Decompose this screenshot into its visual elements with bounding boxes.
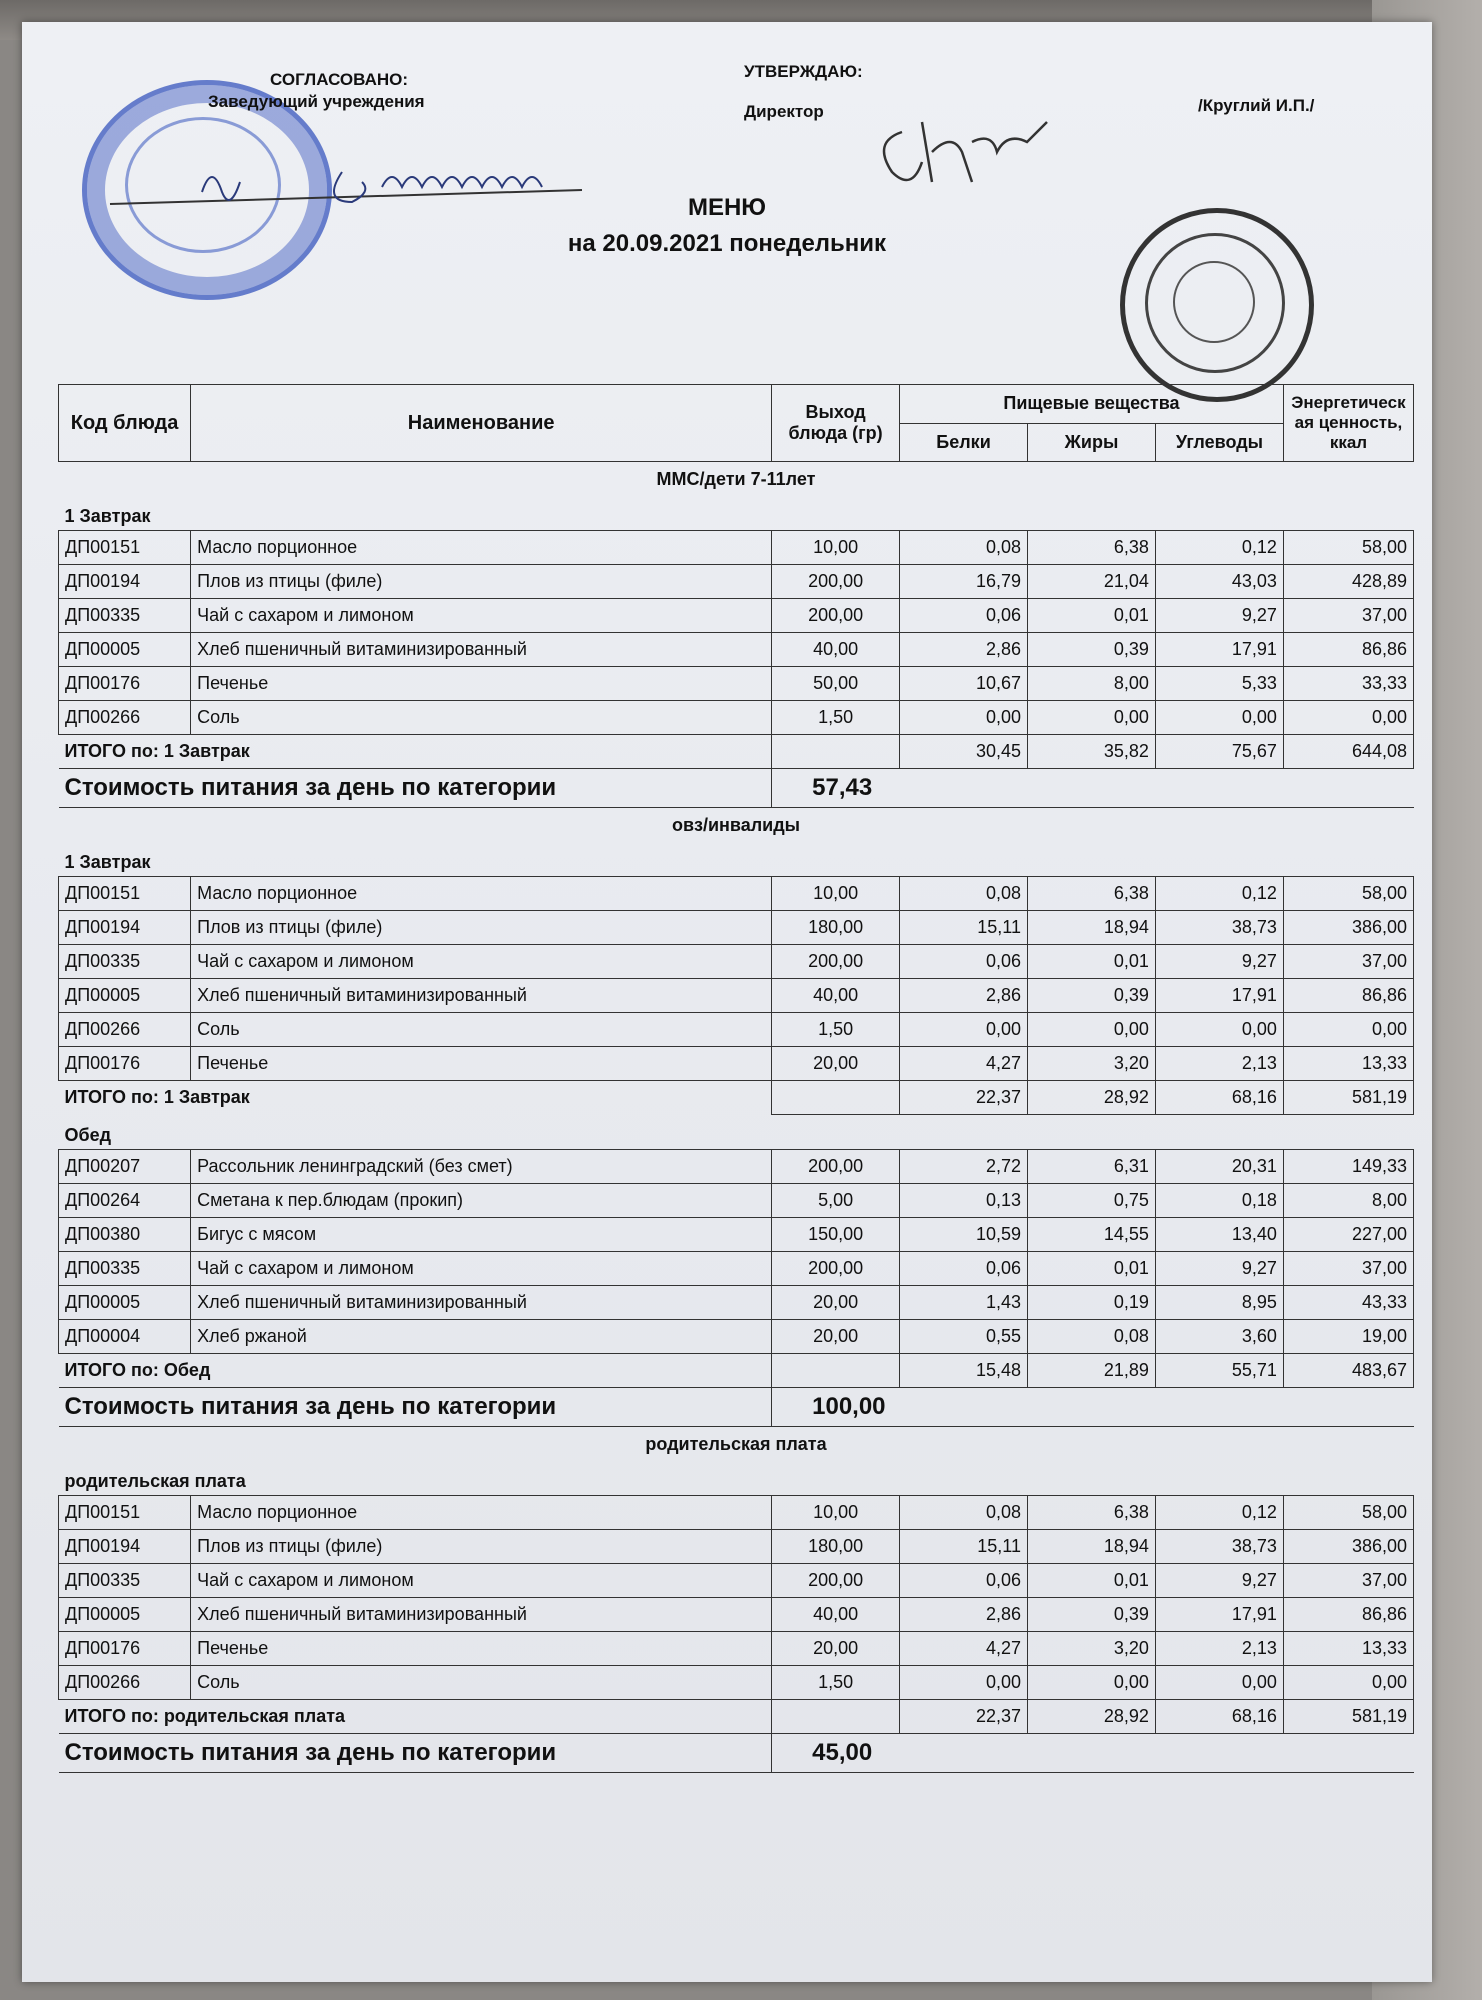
total-protein: 30,45 bbox=[900, 735, 1028, 769]
cost-row bbox=[59, 769, 1414, 808]
dish-yield: 180,00 bbox=[772, 1530, 900, 1564]
total-label: ИТОГО по: 1 Завтрак bbox=[59, 1081, 772, 1115]
table-row bbox=[59, 1598, 1414, 1632]
approve-label: УТВЕРЖДАЮ: bbox=[744, 62, 863, 81]
table-row bbox=[59, 1666, 1414, 1700]
dish-fat: 0,01 bbox=[1028, 945, 1156, 979]
dish-carbs: 17,91 bbox=[1155, 979, 1283, 1013]
menu-title: МЕНЮ bbox=[687, 194, 767, 221]
dish-fat: 6,38 bbox=[1028, 1496, 1156, 1530]
dish-code: ДП00151 bbox=[59, 1496, 191, 1530]
dish-fat: 6,38 bbox=[1028, 531, 1156, 565]
dish-protein: 0,13 bbox=[900, 1184, 1028, 1218]
total-protein: 15,48 bbox=[900, 1354, 1028, 1388]
cost-row bbox=[59, 1734, 1414, 1773]
total-fat: 35,82 bbox=[1028, 735, 1156, 769]
dish-protein: 0,55 bbox=[900, 1320, 1028, 1354]
menu-table bbox=[58, 384, 1414, 1773]
total-fat: 21,89 bbox=[1028, 1354, 1156, 1388]
dish-code: ДП00194 bbox=[59, 565, 191, 599]
cost-row bbox=[59, 1388, 1414, 1427]
dish-carbs: 9,27 bbox=[1155, 1252, 1283, 1286]
col-yield: Выход блюда (гр) bbox=[772, 385, 900, 462]
meal-title: 1 Завтрак bbox=[59, 496, 1414, 531]
dish-energy: 37,00 bbox=[1283, 599, 1413, 633]
total-carbs: 68,16 bbox=[1155, 1081, 1283, 1115]
dish-protein: 0,06 bbox=[900, 1564, 1028, 1598]
dish-code: ДП00005 bbox=[59, 1598, 191, 1632]
category-row bbox=[59, 1427, 1414, 1462]
meal-row bbox=[59, 1115, 1414, 1150]
dish-protein: 0,00 bbox=[900, 701, 1028, 735]
agreed-label: СОГЛАСОВАНО: bbox=[270, 70, 409, 89]
dish-yield: 150,00 bbox=[772, 1218, 900, 1252]
dish-energy: 19,00 bbox=[1283, 1320, 1413, 1354]
meal-title: родительская плата bbox=[59, 1461, 1414, 1496]
dish-yield: 10,00 bbox=[772, 1496, 900, 1530]
dish-yield: 200,00 bbox=[772, 599, 900, 633]
dish-code: ДП00380 bbox=[59, 1218, 191, 1252]
dish-code: ДП00004 bbox=[59, 1320, 191, 1354]
dish-yield: 200,00 bbox=[772, 945, 900, 979]
dish-carbs: 13,40 bbox=[1155, 1218, 1283, 1252]
dish-fat: 0,01 bbox=[1028, 1252, 1156, 1286]
dish-energy: 86,86 bbox=[1283, 1598, 1413, 1632]
dish-code: ДП00335 bbox=[59, 1564, 191, 1598]
col-name: Наименование bbox=[191, 385, 772, 462]
dish-code: ДП00266 bbox=[59, 1013, 191, 1047]
table-row bbox=[59, 1252, 1414, 1286]
dish-fat: 0,01 bbox=[1028, 599, 1156, 633]
table-row bbox=[59, 979, 1414, 1013]
dish-name: Чай с сахаром и лимоном bbox=[191, 1252, 772, 1286]
dish-yield: 1,50 bbox=[772, 1666, 900, 1700]
dish-name: Плов из птицы (филе) bbox=[191, 911, 772, 945]
category-row bbox=[59, 462, 1414, 497]
dish-energy: 43,33 bbox=[1283, 1286, 1413, 1320]
dish-energy: 386,00 bbox=[1283, 911, 1413, 945]
dish-yield: 40,00 bbox=[772, 633, 900, 667]
dish-fat: 0,01 bbox=[1028, 1564, 1156, 1598]
table-row bbox=[59, 1286, 1414, 1320]
dish-name: Рассольник ленинградский (без смет) bbox=[191, 1150, 772, 1184]
dish-carbs: 0,12 bbox=[1155, 1496, 1283, 1530]
meal-title: Обед bbox=[59, 1115, 1414, 1150]
total-yield bbox=[772, 1081, 900, 1115]
dish-fat: 0,00 bbox=[1028, 701, 1156, 735]
dish-protein: 4,27 bbox=[900, 1632, 1028, 1666]
dish-energy: 149,33 bbox=[1283, 1150, 1413, 1184]
dish-name: Плов из птицы (филе) bbox=[191, 565, 772, 599]
total-energy: 581,19 bbox=[1283, 1081, 1413, 1115]
dish-code: ДП00335 bbox=[59, 945, 191, 979]
dish-yield: 20,00 bbox=[772, 1320, 900, 1354]
dish-name: Соль bbox=[191, 1013, 772, 1047]
table-row bbox=[59, 1320, 1414, 1354]
cost-value: 100,00 bbox=[772, 1388, 1414, 1427]
dish-fat: 3,20 bbox=[1028, 1047, 1156, 1081]
dish-carbs: 38,73 bbox=[1155, 1530, 1283, 1564]
dish-code: ДП00194 bbox=[59, 911, 191, 945]
dish-carbs: 0,00 bbox=[1155, 1013, 1283, 1047]
dish-yield: 10,00 bbox=[772, 877, 900, 911]
dish-protein: 0,06 bbox=[900, 1252, 1028, 1286]
dish-name: Хлеб пшеничный витаминизированный bbox=[191, 633, 772, 667]
category-title: ММС/дети 7-11лет bbox=[656, 468, 816, 489]
dish-name: Хлеб ржаной bbox=[191, 1320, 772, 1354]
total-energy: 644,08 bbox=[1283, 735, 1413, 769]
menu-document bbox=[22, 22, 1432, 1982]
category-title: родительская плата bbox=[645, 1433, 827, 1454]
dish-code: ДП00266 bbox=[59, 701, 191, 735]
total-label: ИТОГО по: родительская плата bbox=[59, 1700, 772, 1734]
dish-yield: 20,00 bbox=[772, 1632, 900, 1666]
dish-fat: 14,55 bbox=[1028, 1218, 1156, 1252]
dish-fat: 18,94 bbox=[1028, 911, 1156, 945]
dish-code: ДП00176 bbox=[59, 1632, 191, 1666]
cost-value: 45,00 bbox=[772, 1734, 1414, 1773]
dish-energy: 0,00 bbox=[1283, 1013, 1413, 1047]
total-carbs: 75,67 bbox=[1155, 735, 1283, 769]
dish-code: ДП00176 bbox=[59, 1047, 191, 1081]
cost-value: 57,43 bbox=[772, 769, 1414, 808]
dish-yield: 1,50 bbox=[772, 701, 900, 735]
dish-energy: 13,33 bbox=[1283, 1047, 1413, 1081]
dish-yield: 5,00 bbox=[772, 1184, 900, 1218]
dish-name: Печенье bbox=[191, 1632, 772, 1666]
dish-energy: 58,00 bbox=[1283, 877, 1413, 911]
table-row bbox=[59, 1632, 1414, 1666]
agreed-role: Заведующий учреждения bbox=[208, 92, 425, 111]
dish-name: Хлеб пшеничный витаминизированный bbox=[191, 1598, 772, 1632]
dish-energy: 58,00 bbox=[1283, 531, 1413, 565]
table-row bbox=[59, 1047, 1414, 1081]
dish-protein: 0,00 bbox=[900, 1666, 1028, 1700]
dish-carbs: 38,73 bbox=[1155, 911, 1283, 945]
dish-fat: 8,00 bbox=[1028, 667, 1156, 701]
dish-name: Соль bbox=[191, 1666, 772, 1700]
dish-yield: 200,00 bbox=[772, 1150, 900, 1184]
dish-yield: 200,00 bbox=[772, 1564, 900, 1598]
dish-name: Чай с сахаром и лимоном bbox=[191, 945, 772, 979]
dish-code: ДП00335 bbox=[59, 599, 191, 633]
dish-carbs: 43,03 bbox=[1155, 565, 1283, 599]
dish-name: Соль bbox=[191, 701, 772, 735]
dish-yield: 200,00 bbox=[772, 565, 900, 599]
dish-fat: 0,75 bbox=[1028, 1184, 1156, 1218]
dish-energy: 86,86 bbox=[1283, 633, 1413, 667]
dish-yield: 200,00 bbox=[772, 1252, 900, 1286]
dish-energy: 386,00 bbox=[1283, 1530, 1413, 1564]
total-row bbox=[59, 1081, 1414, 1115]
dish-carbs: 9,27 bbox=[1155, 599, 1283, 633]
total-protein: 22,37 bbox=[900, 1081, 1028, 1115]
dish-fat: 0,00 bbox=[1028, 1013, 1156, 1047]
dish-carbs: 17,91 bbox=[1155, 1598, 1283, 1632]
dish-energy: 37,00 bbox=[1283, 1564, 1413, 1598]
dish-name: Сметана к пер.блюдам (прокип) bbox=[191, 1184, 772, 1218]
dish-yield: 20,00 bbox=[772, 1286, 900, 1320]
dish-protein: 15,11 bbox=[900, 1530, 1028, 1564]
total-row bbox=[59, 1354, 1414, 1388]
dish-code: ДП00264 bbox=[59, 1184, 191, 1218]
total-yield bbox=[772, 1354, 900, 1388]
total-yield bbox=[772, 735, 900, 769]
dish-protein: 15,11 bbox=[900, 911, 1028, 945]
cost-label: Стоимость питания за день по категории bbox=[59, 769, 772, 808]
dish-code: ДП00176 bbox=[59, 667, 191, 701]
dish-yield: 40,00 bbox=[772, 979, 900, 1013]
dish-protein: 0,08 bbox=[900, 531, 1028, 565]
dish-carbs: 0,12 bbox=[1155, 531, 1283, 565]
table-row bbox=[59, 911, 1414, 945]
dish-protein: 16,79 bbox=[900, 565, 1028, 599]
dish-code: ДП00005 bbox=[59, 633, 191, 667]
table-row bbox=[59, 599, 1414, 633]
dish-name: Хлеб пшеничный витаминизированный bbox=[191, 979, 772, 1013]
dish-yield: 180,00 bbox=[772, 911, 900, 945]
dish-code: ДП00151 bbox=[59, 877, 191, 911]
dish-name: Чай с сахаром и лимоном bbox=[191, 599, 772, 633]
dish-carbs: 0,18 bbox=[1155, 1184, 1283, 1218]
total-carbs: 55,71 bbox=[1155, 1354, 1283, 1388]
dish-energy: 0,00 bbox=[1283, 1666, 1413, 1700]
dish-fat: 6,31 bbox=[1028, 1150, 1156, 1184]
table-row bbox=[59, 531, 1414, 565]
dish-energy: 13,33 bbox=[1283, 1632, 1413, 1666]
dish-carbs: 9,27 bbox=[1155, 945, 1283, 979]
approve-name: /Круглий И.П./ bbox=[1198, 96, 1315, 115]
dish-protein: 2,72 bbox=[900, 1150, 1028, 1184]
dish-energy: 37,00 bbox=[1283, 1252, 1413, 1286]
category-title: овз/инвалиды bbox=[671, 814, 801, 835]
total-fat: 28,92 bbox=[1028, 1700, 1156, 1734]
dish-fat: 0,39 bbox=[1028, 979, 1156, 1013]
approve-role: Директор bbox=[744, 102, 824, 121]
dish-energy: 8,00 bbox=[1283, 1184, 1413, 1218]
dish-carbs: 17,91 bbox=[1155, 633, 1283, 667]
dish-protein: 0,08 bbox=[900, 1496, 1028, 1530]
dish-carbs: 20,31 bbox=[1155, 1150, 1283, 1184]
total-yield bbox=[772, 1700, 900, 1734]
table-row bbox=[59, 945, 1414, 979]
total-row bbox=[59, 1700, 1414, 1734]
total-row bbox=[59, 735, 1414, 769]
table-row bbox=[59, 1013, 1414, 1047]
table-row bbox=[59, 877, 1414, 911]
dish-carbs: 9,27 bbox=[1155, 1564, 1283, 1598]
dish-name: Хлеб пшеничный витаминизированный bbox=[191, 1286, 772, 1320]
dish-fat: 3,20 bbox=[1028, 1632, 1156, 1666]
col-protein: Белки bbox=[900, 423, 1028, 462]
dish-energy: 33,33 bbox=[1283, 667, 1413, 701]
dish-name: Масло порционное bbox=[191, 1496, 772, 1530]
dish-energy: 86,86 bbox=[1283, 979, 1413, 1013]
dish-protein: 2,86 bbox=[900, 1598, 1028, 1632]
dish-carbs: 0,12 bbox=[1155, 877, 1283, 911]
table-row bbox=[59, 1218, 1414, 1252]
dish-protein: 2,86 bbox=[900, 979, 1028, 1013]
dish-fat: 18,94 bbox=[1028, 1530, 1156, 1564]
col-code: Код блюда bbox=[59, 385, 191, 462]
col-energy: Энергетическая ценность, ккал bbox=[1283, 385, 1413, 462]
cost-label: Стоимость питания за день по категории bbox=[59, 1734, 772, 1773]
dish-code: ДП00266 bbox=[59, 1666, 191, 1700]
dish-protein: 4,27 bbox=[900, 1047, 1028, 1081]
table-row bbox=[59, 565, 1414, 599]
dish-fat: 0,19 bbox=[1028, 1286, 1156, 1320]
dish-energy: 227,00 bbox=[1283, 1218, 1413, 1252]
dish-protein: 1,43 bbox=[900, 1286, 1028, 1320]
dish-name: Чай с сахаром и лимоном bbox=[191, 1564, 772, 1598]
total-fat: 28,92 bbox=[1028, 1081, 1156, 1115]
menu-date: на 20.09.2021 понедельник bbox=[567, 230, 887, 257]
dish-carbs: 5,33 bbox=[1155, 667, 1283, 701]
dish-energy: 0,00 bbox=[1283, 701, 1413, 735]
dish-protein: 0,08 bbox=[900, 877, 1028, 911]
col-fat: Жиры bbox=[1028, 423, 1156, 462]
dish-protein: 0,00 bbox=[900, 1013, 1028, 1047]
dish-fat: 21,04 bbox=[1028, 565, 1156, 599]
dish-code: ДП00151 bbox=[59, 531, 191, 565]
table-row bbox=[59, 1530, 1414, 1564]
category-row bbox=[59, 808, 1414, 843]
dish-code: ДП00207 bbox=[59, 1150, 191, 1184]
total-label: ИТОГО по: 1 Завтрак bbox=[59, 735, 772, 769]
dish-yield: 40,00 bbox=[772, 1598, 900, 1632]
dish-fat: 0,00 bbox=[1028, 1666, 1156, 1700]
dish-name: Бигус с мясом bbox=[191, 1218, 772, 1252]
dish-fat: 0,39 bbox=[1028, 1598, 1156, 1632]
dish-protein: 0,06 bbox=[900, 599, 1028, 633]
dish-yield: 1,50 bbox=[772, 1013, 900, 1047]
dish-yield: 10,00 bbox=[772, 531, 900, 565]
dish-code: ДП00194 bbox=[59, 1530, 191, 1564]
dish-code: ДП00005 bbox=[59, 979, 191, 1013]
dish-name: Плов из птицы (филе) bbox=[191, 1530, 772, 1564]
col-nutrients: Пищевые вещества bbox=[900, 385, 1284, 424]
table-row bbox=[59, 633, 1414, 667]
dish-protein: 10,59 bbox=[900, 1218, 1028, 1252]
dish-carbs: 8,95 bbox=[1155, 1286, 1283, 1320]
dish-carbs: 2,13 bbox=[1155, 1632, 1283, 1666]
table-row bbox=[59, 701, 1414, 735]
menu-body bbox=[59, 462, 1414, 1773]
dish-energy: 37,00 bbox=[1283, 945, 1413, 979]
dish-yield: 50,00 bbox=[772, 667, 900, 701]
table-row bbox=[59, 667, 1414, 701]
dish-fat: 0,39 bbox=[1028, 633, 1156, 667]
table-row bbox=[59, 1150, 1414, 1184]
dish-yield: 20,00 bbox=[772, 1047, 900, 1081]
dish-carbs: 2,13 bbox=[1155, 1047, 1283, 1081]
dish-protein: 2,86 bbox=[900, 633, 1028, 667]
meal-row bbox=[59, 496, 1414, 531]
dish-name: Печенье bbox=[191, 667, 772, 701]
dish-carbs: 3,60 bbox=[1155, 1320, 1283, 1354]
table-row bbox=[59, 1564, 1414, 1598]
cost-label: Стоимость питания за день по категории bbox=[59, 1388, 772, 1427]
dish-carbs: 0,00 bbox=[1155, 701, 1283, 735]
dish-code: ДП00335 bbox=[59, 1252, 191, 1286]
dish-fat: 6,38 bbox=[1028, 877, 1156, 911]
total-energy: 483,67 bbox=[1283, 1354, 1413, 1388]
dish-protein: 10,67 bbox=[900, 667, 1028, 701]
meal-row bbox=[59, 842, 1414, 877]
dish-protein: 0,06 bbox=[900, 945, 1028, 979]
dish-energy: 428,89 bbox=[1283, 565, 1413, 599]
dish-name: Масло порционное bbox=[191, 877, 772, 911]
dish-fat: 0,08 bbox=[1028, 1320, 1156, 1354]
dish-name: Печенье bbox=[191, 1047, 772, 1081]
meal-title: 1 Завтрак bbox=[59, 842, 1414, 877]
total-protein: 22,37 bbox=[900, 1700, 1028, 1734]
table-row bbox=[59, 1184, 1414, 1218]
dish-code: ДП00005 bbox=[59, 1286, 191, 1320]
dish-energy: 58,00 bbox=[1283, 1496, 1413, 1530]
col-carbs: Углеводы bbox=[1155, 423, 1283, 462]
total-energy: 581,19 bbox=[1283, 1700, 1413, 1734]
dish-carbs: 0,00 bbox=[1155, 1666, 1283, 1700]
total-label: ИТОГО по: Обед bbox=[59, 1354, 772, 1388]
meal-row bbox=[59, 1461, 1414, 1496]
dish-name: Масло порционное bbox=[191, 531, 772, 565]
table-row bbox=[59, 1496, 1414, 1530]
total-carbs: 68,16 bbox=[1155, 1700, 1283, 1734]
